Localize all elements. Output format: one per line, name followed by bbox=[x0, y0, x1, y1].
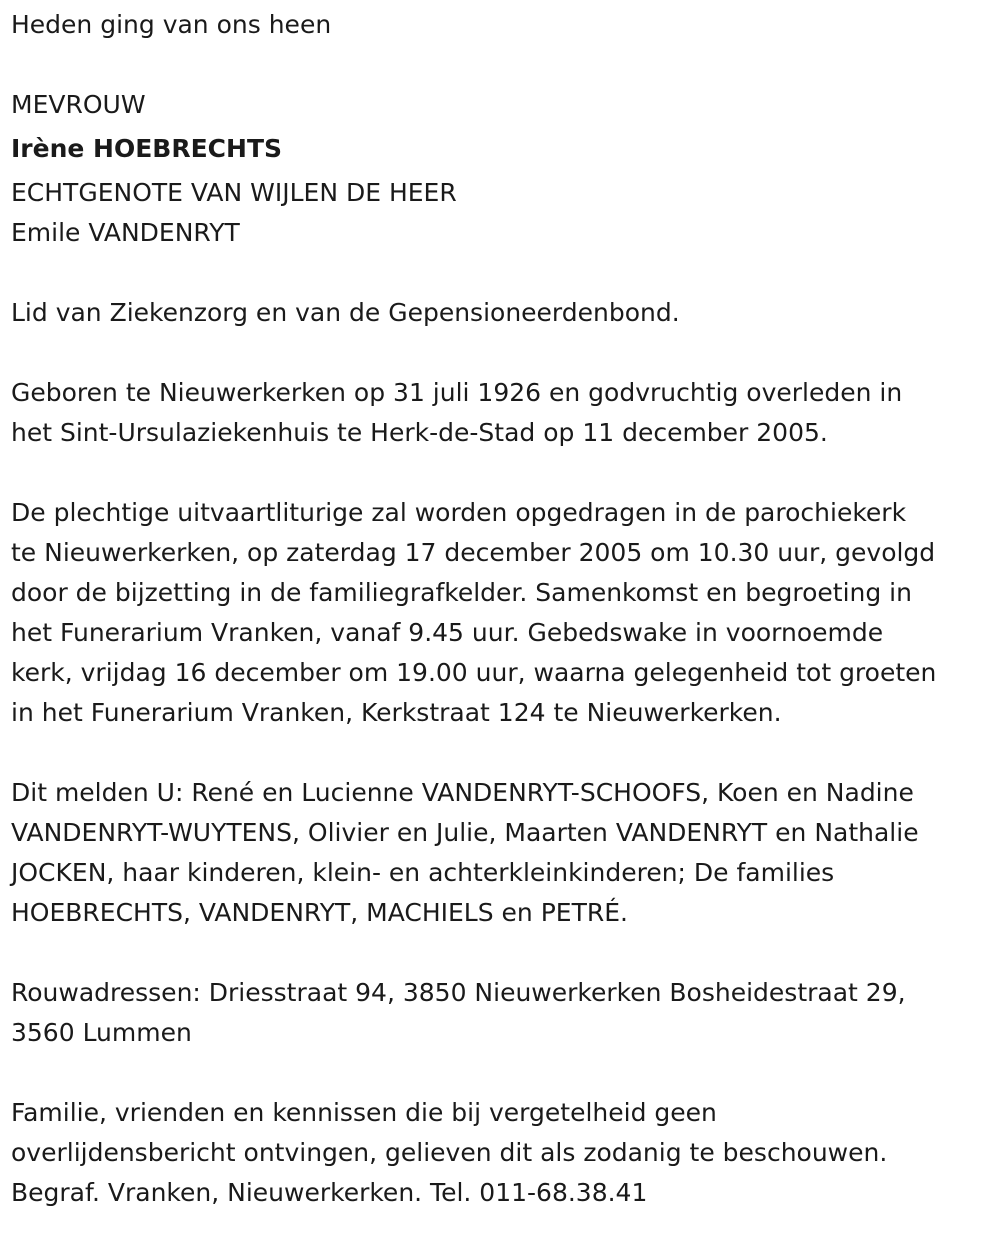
membership-text: Lid van Ziekenzorg en van de Gepensioneerdenbond. bbox=[11, 298, 680, 327]
deceased-name: Irène HOEBRECHTS bbox=[11, 134, 283, 163]
salutation: MEVROUW bbox=[11, 90, 146, 119]
paragraph-line: het Sint-Ursulaziekenhuis te Herk-de-Stad op 11 december 2005. bbox=[11, 418, 828, 447]
paragraph-line: overlijdensbericht ontvingen, gelieven dit als zodanig te beschouwen. bbox=[11, 1138, 888, 1167]
paragraph-line: Begraf. Vranken, Nieuwerkerken. Tel. 011-68.38.41 bbox=[11, 1178, 648, 1207]
paragraph-line: Dit melden U: René en Lucienne VANDENRYT-SCHOOFS, Koen en Nadine bbox=[11, 778, 914, 807]
obituary-document bbox=[11, 5, 996, 1213]
paragraph-line: Rouwadressen: Driesstraat 94, 3850 Nieuwerkerken Bosheidestraat 29, bbox=[11, 978, 906, 1007]
birth-death-paragraph bbox=[11, 373, 996, 453]
paragraph-line: De plechtige uitvaartliturige zal worden opgedragen in de parochiekerk bbox=[11, 498, 907, 527]
paragraph-line: kerk, vrijdag 16 december om 19.00 uur, waarna gelegenheid tot groeten bbox=[11, 658, 937, 687]
paragraph-line: Geboren te Nieuwerkerken op 31 juli 1926 en godvruchtig overleden in bbox=[11, 378, 903, 407]
paragraph-line: te Nieuwerkerken, op zaterdag 17 december 2005 om 10.30 uur, gevolgd bbox=[11, 538, 936, 567]
spouse-name: Emile VANDENRYT bbox=[11, 218, 240, 247]
paragraph-line: in het Funerarium Vranken, Kerkstraat 124 te Nieuwerkerken. bbox=[11, 698, 782, 727]
paragraph-line: VANDENRYT-WUYTENS, Olivier en Julie, Maarten VANDENRYT en Nathalie bbox=[11, 818, 919, 847]
announcers-paragraph bbox=[11, 773, 996, 933]
paragraph-line: JOCKEN, haar kinderen, klein- en achterkleinkinderen; De families bbox=[11, 858, 835, 887]
addresses-paragraph bbox=[11, 973, 996, 1053]
paragraph-line: door de bijzetting in de familiegrafkelder. Samenkomst en begroeting in bbox=[11, 578, 912, 607]
paragraph-line: het Funerarium Vranken, vanaf 9.45 uur. Gebedswake in voornoemde bbox=[11, 618, 884, 647]
spouse-title: ECHTGENOTE VAN WIJLEN DE HEER bbox=[11, 178, 457, 207]
ceremony-paragraph bbox=[11, 493, 996, 733]
paragraph-line: 3560 Lummen bbox=[11, 1018, 192, 1047]
intro-text: Heden ging van ons heen bbox=[11, 10, 332, 39]
paragraph-line: HOEBRECHTS, VANDENRYT, MACHIELS en PETRÉ. bbox=[11, 898, 628, 927]
closing-paragraph bbox=[11, 1093, 996, 1213]
paragraph-line: Familie, vrienden en kennissen die bij vergetelheid geen bbox=[11, 1098, 717, 1127]
